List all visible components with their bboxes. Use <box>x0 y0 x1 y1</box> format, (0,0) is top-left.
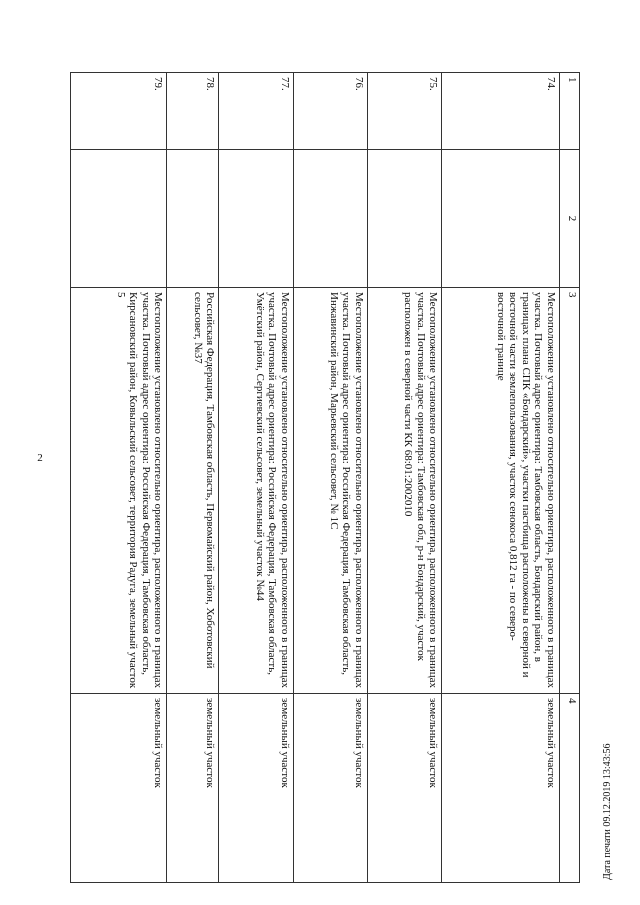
header-col-3: 3 <box>560 288 580 694</box>
header-col-4: 4 <box>560 694 580 883</box>
row-empty-cell <box>71 150 167 288</box>
row-address: Местоположение установлено относительно ориентира, расположенного в границах участка. Почтовый адрес ориентира: Тамбовская обл, р-н Бондарский, участок расположен в северной части КК 68:01:2002010 <box>367 288 441 694</box>
row-empty-cell <box>219 150 293 288</box>
header-col-1: 1 <box>560 73 580 150</box>
table-header-row <box>560 73 580 883</box>
row-number: 74. <box>442 73 560 150</box>
row-number: 78. <box>167 73 219 150</box>
table-row <box>293 73 367 883</box>
row-number: 76. <box>293 73 367 150</box>
row-object-type: земельный участок <box>71 694 167 883</box>
row-object-type: земельный участок <box>167 694 219 883</box>
row-number: 75. <box>367 73 441 150</box>
land-plots-table-wrapper <box>70 72 580 846</box>
row-address: Местоположение установлено относительно ориентира, расположенного в границах участка. Почтовый адрес ориентира: Тамбовская область, Бондарский район, в границах плана СПК «Бондарский», участки пастбища расположены в северной и восточной части землепользования, участок сенокоса 0,812 га - по северо-восточной границе <box>442 288 560 694</box>
row-object-type: земельный участок <box>293 694 367 883</box>
table-row <box>367 73 441 883</box>
row-empty-cell <box>442 150 560 288</box>
row-object-type: земельный участок <box>442 694 560 883</box>
table-row <box>71 73 167 883</box>
row-number: 77. <box>219 73 293 150</box>
row-empty-cell <box>367 150 441 288</box>
row-address: Местоположение установлено относительно ориентира, расположенного в границах участка. Почтовый адрес ориентира: Российская Федерация, Тамбовская область, Инжавинский район, Марьевский сельсовет, № 1С <box>293 288 367 694</box>
row-address: Местоположение установлено относительно ориентира, расположенного в границах участка. Почтовый адрес ориентира: Российская Федерация, Тамбовская область, Кирсановский район, Ковыльский сельсовет, территория Радуга, земельный участок 5 <box>71 288 167 694</box>
table-row <box>167 73 219 883</box>
row-empty-cell <box>167 150 219 288</box>
row-address: Российская Федерация, Тамбовская область, Первомайский район, Хоботовский сельсовет, №37 <box>167 288 219 694</box>
land-plots-table <box>70 72 580 883</box>
row-empty-cell <box>293 150 367 288</box>
print-date: Дата печати 09.12.2019 13:43:56 <box>602 743 613 880</box>
table-row <box>219 73 293 883</box>
table-row <box>442 73 560 883</box>
row-number: 79. <box>71 73 167 150</box>
row-address: Местоположение установлено относительно ориентира, расположенного в границах участка. Почтовый адрес ориентира: Российская Федерация, Тамбовская область, Умётский район, Сергиевский сельсовет, земельный участок №44 <box>219 288 293 694</box>
row-object-type: земельный участок <box>367 694 441 883</box>
header-col-2: 2 <box>560 150 580 288</box>
page-number: 2 <box>37 452 43 464</box>
row-object-type: земельный участок <box>219 694 293 883</box>
